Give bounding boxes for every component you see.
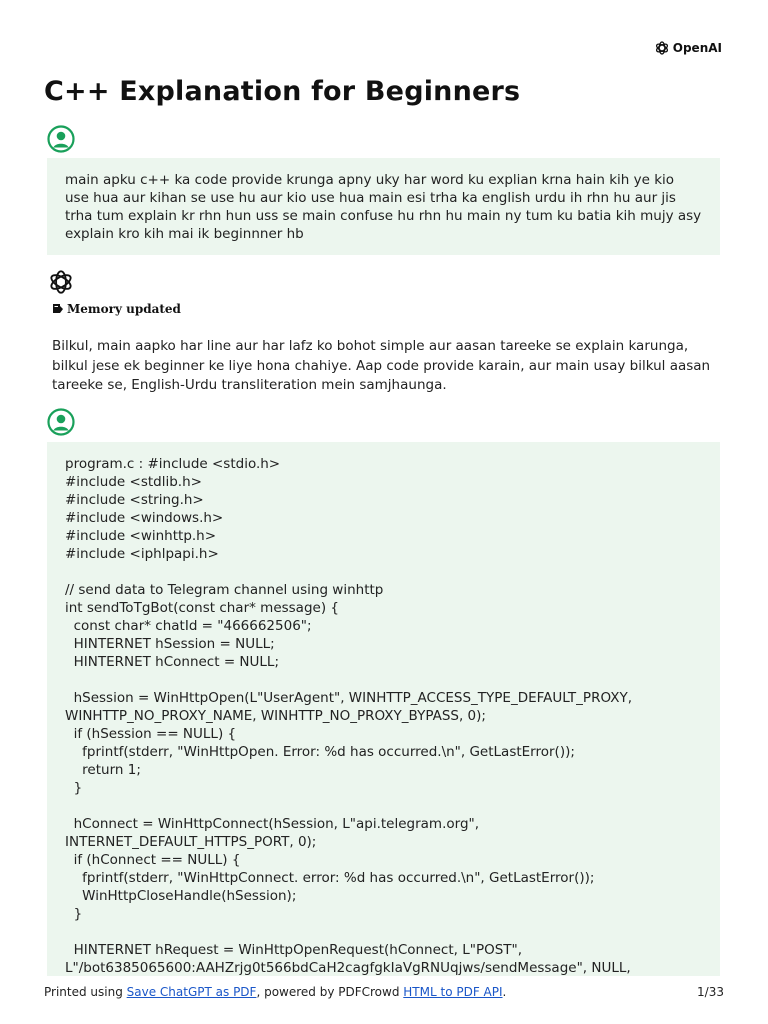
save-chatgpt-pdf-link[interactable]: Save ChatGPT as PDF [126, 985, 257, 999]
openai-logo-icon [654, 40, 670, 56]
user-message-text: main apku c++ ka code provide krunga apny uky har word ku explian krna hain kih ye kio use hua aur kihan se use hu aur kio use hua main esi trha ka english urdu ih rhn hu aur jis trha tum explain kr rhn hun uss se main confuse hu rhn hu main ny tum ku batia kih mujy asy explain kro kih mai ik beginnner hb [65, 172, 702, 242]
page-indicator: 1/33 [697, 985, 724, 999]
memory-updated-badge [52, 302, 181, 316]
code-block: program.c : #include <stdio.h> #include <stdlib.h> #include <string.h> #include <windows.h> #include <winhttp.h> #include <iphlpapi.h> // send data to Telegram channel using winhttp int sendToTgBot(const char* message) { const char* chatId = "466662506"; HINTERNET hSession = NULL; HINTERNET hConnect = NULL; hSession = WinHttpOpen(L"UserAgent", WINHTTP_ACCESS_TYPE_DEFAULT_PROXY, WINHTTP_NO_PROXY_NAME, WINHTTP_NO_PROXY_BYPASS, 0); if (hSession == NULL) { fprintf(stderr, "WinHttpOpen. Error: %d has occurred.\n", GetLastError()); return 1; } hConnect = WinHttpConnect(hSession, L"api.telegram.org", INTERNET_DEFAULT_HTTPS_PORT, 0); if (hConnect == NULL) { fprintf(stderr, "WinHttpConnect. error: %d has occurred.\n", GetLastError()); WinHttpCloseHandle(hSession); } HINTERNET hRequest = WinHttpOpenRequest(hConnect, L"POST", L"/bot6385065600:AAHZrjg0t566bdCaH2cagfgkIaVgRNUqjws/sendMessage", NULL, [65, 456, 632, 976]
user-avatar-icon [47, 125, 75, 153]
assistant-message-text: Bilkul, main aapko har line aur har lafz ko bohot simple aur aasan tareeke se explain karunga, bilkul jese ek beginner ke liye hona chahiye. Aap code provide karain, aur main usay bilkul aasan tareeke se, English-Urdu transliteration mein samjhaunga. [52, 338, 711, 393]
chatgpt-logo-icon [47, 268, 75, 296]
user-code-bubble [47, 442, 720, 976]
footer-prefix: Printed using [44, 985, 127, 999]
footer [44, 985, 724, 999]
footer-credit [44, 985, 506, 999]
user-avatar-icon [47, 408, 75, 436]
footer-middle: , powered by PDFCrowd [256, 985, 404, 999]
brand-name: OpenAI [672, 41, 722, 55]
user-message-bubble [47, 158, 720, 255]
openai-logo [654, 40, 722, 56]
page-title: C++ Explanation for Beginners [44, 76, 521, 107]
memory-updated-label: Memory updated [67, 302, 181, 316]
html-to-pdf-api-link[interactable]: HTML to PDF API [403, 985, 503, 999]
memory-pencil-icon [52, 303, 64, 315]
footer-suffix: . [502, 985, 507, 999]
